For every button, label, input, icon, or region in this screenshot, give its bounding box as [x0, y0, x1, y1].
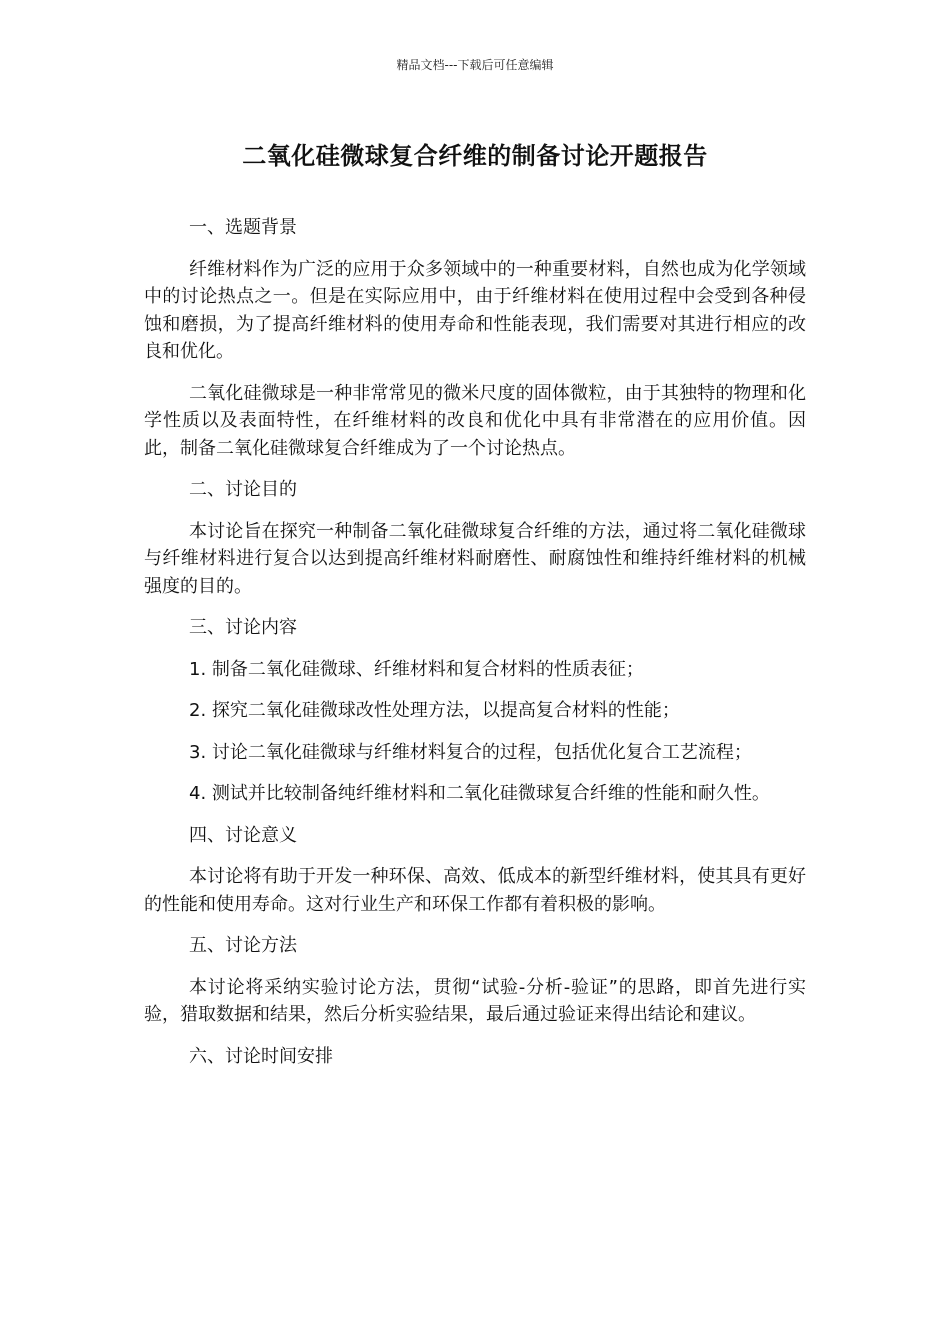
section-heading-schedule: 六、讨论时间安排 — [189, 1045, 333, 1067]
section-heading-purpose: 二、讨论目的 — [189, 479, 297, 500]
content-list-item-4: 4. 测试并比较制备纯纤维材料和二氧化硅微球复合纤维的性能和耐久性。 — [189, 783, 770, 804]
section-heading-significance: 四、讨论意义 — [189, 824, 297, 846]
document-title: 二氧化硅微球复合纤维的制备讨论开题报告 — [242, 142, 708, 170]
section-heading-background: 一、选题背景 — [189, 217, 297, 238]
document-body — [144, 214, 806, 1084]
content-list-item-1: 1. 制备二氧化硅微球、纤维材料和复合材料的性质表征； — [189, 658, 644, 680]
content-list-item-2: 2. 探究二氧化硅微球改性处理方法，以提高复合材料的性能； — [189, 700, 680, 721]
background-paragraph-2: 二氧化硅微球是一种非常常见的微米尺度的固体微粒，由于其独特的物理和化学性质以及表面特性，在纤维材料的改良和优化中具有非常潜在的应用价值。因此，制备二氧化硅微球复合纤维成为了一个讨论热点。 — [144, 382, 806, 459]
significance-paragraph: 本讨论将有助于开发一种环保、高效、低成本的新型纤维材料，使其具有更好的性能和使用寿命。这对行业生产和环保工作都有着积极的影响。 — [144, 866, 806, 915]
background-paragraph-1: 纤维材料作为广泛的应用于众多领域中的一种重要材料，自然也成为化学领域中的讨论热点之一。但是在实际应用中，由于纤维材料在使用过程中会受到各种侵蚀和磨损，为了提高纤维材料的使用寿命和性能表现，我们需要对其进行相应的改良和优化。 — [144, 258, 806, 362]
content-list-item-3: 3. 讨论二氧化硅微球与纤维材料复合的过程，包括优化复合工艺流程； — [189, 741, 752, 763]
section-heading-method: 五、讨论方法 — [189, 935, 297, 956]
page-header-note: 精品文档---下载后可任意编辑 — [396, 58, 554, 72]
section-heading-content: 三、讨论内容 — [189, 617, 297, 638]
purpose-paragraph: 本讨论旨在探究一种制备二氧化硅微球复合纤维的方法，通过将二氧化硅微球与纤维材料进行复合以达到提高纤维材料耐磨性、耐腐蚀性和维持纤维材料的机械强度的目的。 — [144, 520, 806, 597]
method-paragraph: 本讨论将采纳实验讨论方法，贯彻“试验-分析-验证”的思路，即首先进行实验，猎取数据和结果，然后分析实验结果，最后通过验证来得出结论和建议。 — [144, 976, 806, 1025]
